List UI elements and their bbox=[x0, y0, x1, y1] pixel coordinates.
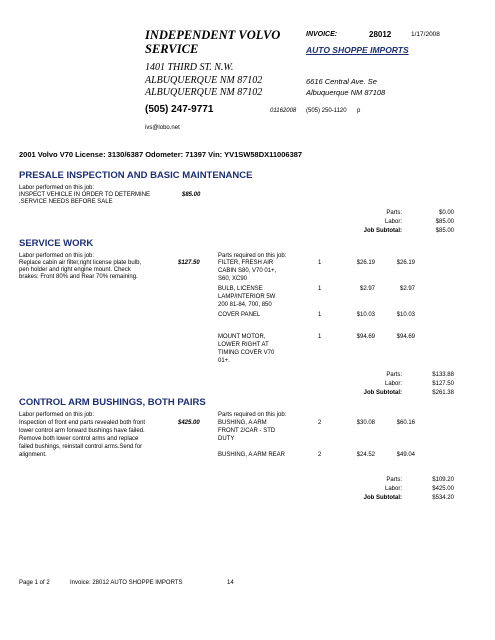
control-arm-labor-sum-value: $425.00 bbox=[432, 486, 454, 492]
part-desc: LOWER RIGHT AT bbox=[218, 342, 269, 348]
vehicle-info: 2001 Volvo V70 License: 3130/6387 Odometer: 71397 Vin: YV1SW58DX11006387 bbox=[19, 150, 303, 159]
part-total: $10.03 bbox=[396, 312, 415, 318]
service-labor-sum-label: Labor: bbox=[384, 381, 402, 387]
service-labor-amount: $127.50 bbox=[178, 260, 200, 266]
part-desc: LAMP/INTERIOR 5W bbox=[218, 294, 276, 300]
section-title-service: SERVICE WORK bbox=[19, 238, 94, 249]
control-arm-labor-text1: Inspection of front end parts revealed both front bbox=[19, 420, 146, 426]
presale-subtotal-value: $85.00 bbox=[435, 228, 454, 234]
section-title-control-arm: CONTROL ARM BUSHINGS, BOTH PAIRS bbox=[19, 397, 206, 408]
part-qty: 1 bbox=[318, 286, 322, 292]
service-labor-text3: brakes: Front 80% and Rear 70% remaining. bbox=[19, 274, 138, 280]
part-desc: S60, XC90 bbox=[218, 276, 248, 282]
service-labor-label: Labor performed on this job: bbox=[19, 253, 95, 259]
customer-address1: 6616 Central Ave. Se bbox=[306, 77, 377, 86]
part-desc: FRONT 2/CAR - STD bbox=[218, 428, 276, 434]
control-arm-labor-sum-label: Labor: bbox=[384, 486, 402, 492]
part-total: $94.69 bbox=[396, 334, 415, 340]
part-desc: 01+. bbox=[218, 358, 230, 364]
presale-labor-sum-label: Labor: bbox=[384, 219, 402, 225]
presale-labor-text2: .SERVICE NEEDS BEFORE SALE bbox=[19, 199, 113, 205]
part-qty: 2 bbox=[318, 420, 322, 426]
control-arm-labor-text5: alignment. bbox=[19, 452, 47, 458]
footer-page: Page 1 of 2 bbox=[19, 580, 50, 586]
footer-invoice-ref: Invoice: 28012 AUTO SHOPPE IMPORTS bbox=[70, 580, 183, 586]
control-arm-labor-text3: Remove both lower control arms and replace bbox=[19, 436, 139, 442]
control-arm-parts-required-label: Parts required on this job: bbox=[218, 412, 287, 418]
part-desc: BULB, LICENSE bbox=[218, 286, 263, 292]
part-qty: 1 bbox=[318, 260, 322, 266]
part-price: $94.69 bbox=[356, 334, 375, 340]
part-total: $60.16 bbox=[396, 420, 415, 426]
customer-phone-suffix: p bbox=[357, 108, 361, 114]
part-desc: TIMING COVER V70 bbox=[218, 350, 275, 356]
control-arm-subtotal-label: Job Subtotal: bbox=[363, 495, 402, 501]
part-price: $2.97 bbox=[359, 286, 375, 292]
presale-labor-label: Labor performed on this job: bbox=[19, 185, 95, 191]
control-arm-labor-text2: lower control arm forward bushings have failed. bbox=[19, 428, 145, 434]
part-desc: MOUNT MOTOR, bbox=[218, 334, 266, 340]
presale-labor-sum-value: $85.00 bbox=[435, 219, 454, 225]
invoice-label: INVOICE: bbox=[306, 31, 338, 38]
part-qty: 1 bbox=[318, 312, 322, 318]
shop-name-line1: INDEPENDENT VOLVO bbox=[145, 28, 281, 42]
part-qty: 1 bbox=[318, 334, 322, 340]
presale-subtotal-label: Job Subtotal: bbox=[363, 228, 402, 234]
control-arm-parts-value: $109.20 bbox=[432, 477, 454, 483]
customer-phone: (505) 250-1120 bbox=[306, 108, 347, 114]
section-title-presale: PRESALE INSPECTION AND BASIC MAINTENANCE bbox=[19, 170, 253, 181]
shop-address3: ALBUQUERQUE NM 87102 bbox=[145, 87, 263, 98]
shop-address2: ALBUQUERQUE NM 87102 bbox=[145, 75, 263, 86]
service-parts-value: $133.88 bbox=[432, 372, 454, 378]
service-labor-sum-value: $127.50 bbox=[432, 381, 454, 387]
invoice-date: 1/17/2008 bbox=[411, 31, 440, 38]
part-desc: BUSHING, A ARM bbox=[218, 420, 267, 426]
part-desc: DUTY bbox=[218, 436, 235, 442]
shop-phone: (505) 247-9771 bbox=[145, 104, 214, 115]
service-subtotal-value: $261.38 bbox=[432, 390, 454, 396]
part-price: $10.03 bbox=[356, 312, 375, 318]
customer-address2: Albuquerque NM 87108 bbox=[306, 88, 386, 97]
part-total: $26.19 bbox=[396, 260, 415, 266]
service-labor-text2: pen holder and right engine mount. Check bbox=[19, 267, 131, 273]
control-arm-parts-label: Parts: bbox=[386, 477, 402, 483]
presale-parts-label: Parts: bbox=[386, 210, 402, 216]
part-total: $2.97 bbox=[399, 286, 415, 292]
shop-name-line2: SERVICE bbox=[145, 42, 199, 56]
part-total: $49.04 bbox=[396, 452, 415, 458]
control-arm-labor-text4: failed bushings, reinstall control arms.Send for bbox=[19, 444, 143, 450]
part-desc: BUSHING, A ARM REAR bbox=[218, 452, 286, 458]
service-parts-label: Parts: bbox=[386, 372, 402, 378]
service-labor-text1: Replace cabin air filter,right license plate bulb, bbox=[19, 260, 142, 266]
part-price: $24.52 bbox=[356, 452, 375, 458]
part-price: $30.08 bbox=[356, 420, 375, 426]
part-desc: COVER PANEL bbox=[218, 312, 261, 318]
control-arm-subtotal-value: $534.20 bbox=[432, 495, 454, 501]
control-arm-labor-label: Labor performed on this job: bbox=[19, 412, 95, 418]
service-subtotal-label: Job Subtotal: bbox=[363, 390, 402, 396]
shop-email: ivs@lobo.net bbox=[145, 125, 180, 131]
invoice-number: 28012 bbox=[369, 30, 392, 39]
presale-labor-amount: $85.00 bbox=[182, 192, 201, 198]
service-parts-required-label: Parts required on this job: bbox=[218, 253, 287, 259]
customer-name: AUTO SHOPPE IMPORTS bbox=[306, 45, 409, 55]
presale-parts-value: $0.00 bbox=[438, 210, 454, 216]
presale-labor-text1: INSPECT VEHICLE IN ORDER TO DETERMINE bbox=[19, 192, 151, 198]
part-desc: FILTER, FRESH AIR bbox=[218, 260, 274, 266]
part-qty: 2 bbox=[318, 452, 322, 458]
part-desc: CABIN S80, V70 01+, bbox=[218, 268, 277, 274]
control-arm-labor-amount: $425.00 bbox=[178, 420, 200, 426]
part-desc: 200 81-84, 700, 850 bbox=[218, 302, 272, 308]
customer-date: 01162008 bbox=[270, 108, 297, 114]
footer-number: 14 bbox=[227, 580, 234, 586]
shop-address1: 1401 THIRD ST. N.W. bbox=[145, 62, 234, 73]
part-price: $26.19 bbox=[356, 260, 375, 266]
